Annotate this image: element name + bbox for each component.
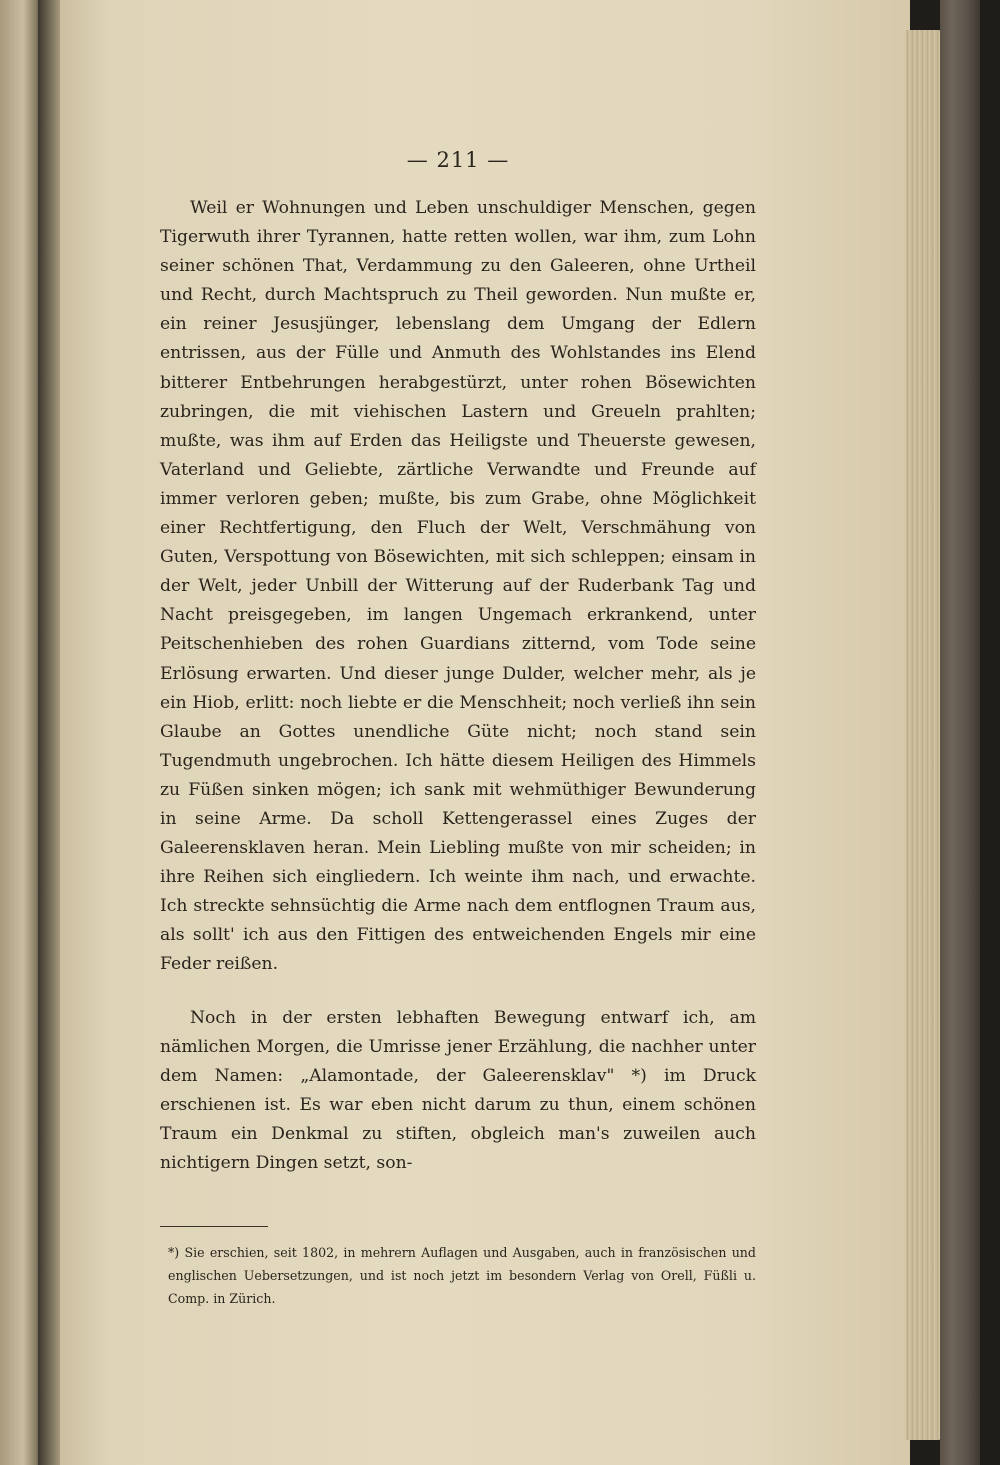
paragraph-1 [160, 194, 756, 980]
page-stack-edges [906, 30, 944, 1440]
book-cover-edge [940, 0, 980, 1465]
paragraph-1-text: Weil er Wohnungen und Leben unschuldiger Menschen, gegen Tigerwuth ihrer Tyrannen, hatte retten wollen, war ihm, zum Lohn seiner schönen That, Verdammung zu den Galeeren, ohne Urtheil und Recht, durch Machtspruch zu Theil geworden. Nun mußte er, ein reiner Jesusjünger, lebenslang dem Umgang der Edlern entrissen, aus der Fülle und Anmuth des Wohlstandes ins Elend bitterer Entbehrungen herabgestürzt, unter rohen Bösewichten zubringen, die mit viehischen Lastern und Greueln prahlten; mußte, was ihm auf Erden das Heiligste und Theuerste gewesen, Vaterland und Geliebte, zärtliche Verwandte und Freunde auf immer verloren geben; mußte, bis zum Grabe, ohne Möglichkeit einer Rechtfertigung, den Fluch der Welt, Verschmähung von Guten, Verspottung von Bösewichten, mit sich schleppen; einsam in der Welt, jeder Unbill der Witterung auf der Ruderbank Tag und Nacht preisgegeben, im langen Ungemach erkrankend, unter Peitschenhieben des rohen Guardians zitternd, vom Tode seine Erlösung erwarten. Und dieser junge Dulder, welcher mehr, als je ein Hiob, erlitt: noch liebte er die Menschheit; noch verließ ihn sein Glaube an Gottes unendliche Güte nicht; noch stand sein Tugendmuth ungebrochen. Ich hätte diesem Heiligen des Himmels zu Füßen sinken mögen; ich sank mit wehmüthiger Bewunderung in seine Arme. Da scholl Kettengerassel eines Zuges der Galeerensklaven heran. Mein Liebling mußte von mir scheiden; in ihre Reihen sich eingliedern. Ich weinte ihm nach, und erwachte. Ich streckte sehnsüchtig die Arme nach dem entflognen Traum aus, als sollt' ich aus den Fittigen des entweichenden Engels mir eine Feder reißen. [160, 198, 756, 975]
footnote-rule [160, 1226, 268, 1227]
page-text-block [160, 148, 756, 1310]
page-number: — 211 — [406, 148, 510, 172]
paragraph-2-text: Noch in der ersten lebhaften Bewegung entwarf ich, am nämlichen Morgen, die Umrisse jener Erzählung, die nachher unter dem Namen: „Alamontade, der Galeerensklav" *) im Druck erschienen ist. Es war eben nicht darum zu thun, einem schönen Traum ein Denkmal zu stiften, obgleich man's zuweilen auch nichtigern Dingen setzt, son- [160, 1007, 756, 1173]
previous-page-edge [0, 0, 42, 1465]
paragraph-2 [160, 1004, 756, 1179]
footnote: *) Sie erschien, seit 1802, in mehrern Auflagen und Ausgaben, auch in französischen und englischen Uebersetzungen, und ist noch jetzt im besondern Verlag von Orell, Füßli u. Comp. in Zürich. [168, 1245, 756, 1307]
